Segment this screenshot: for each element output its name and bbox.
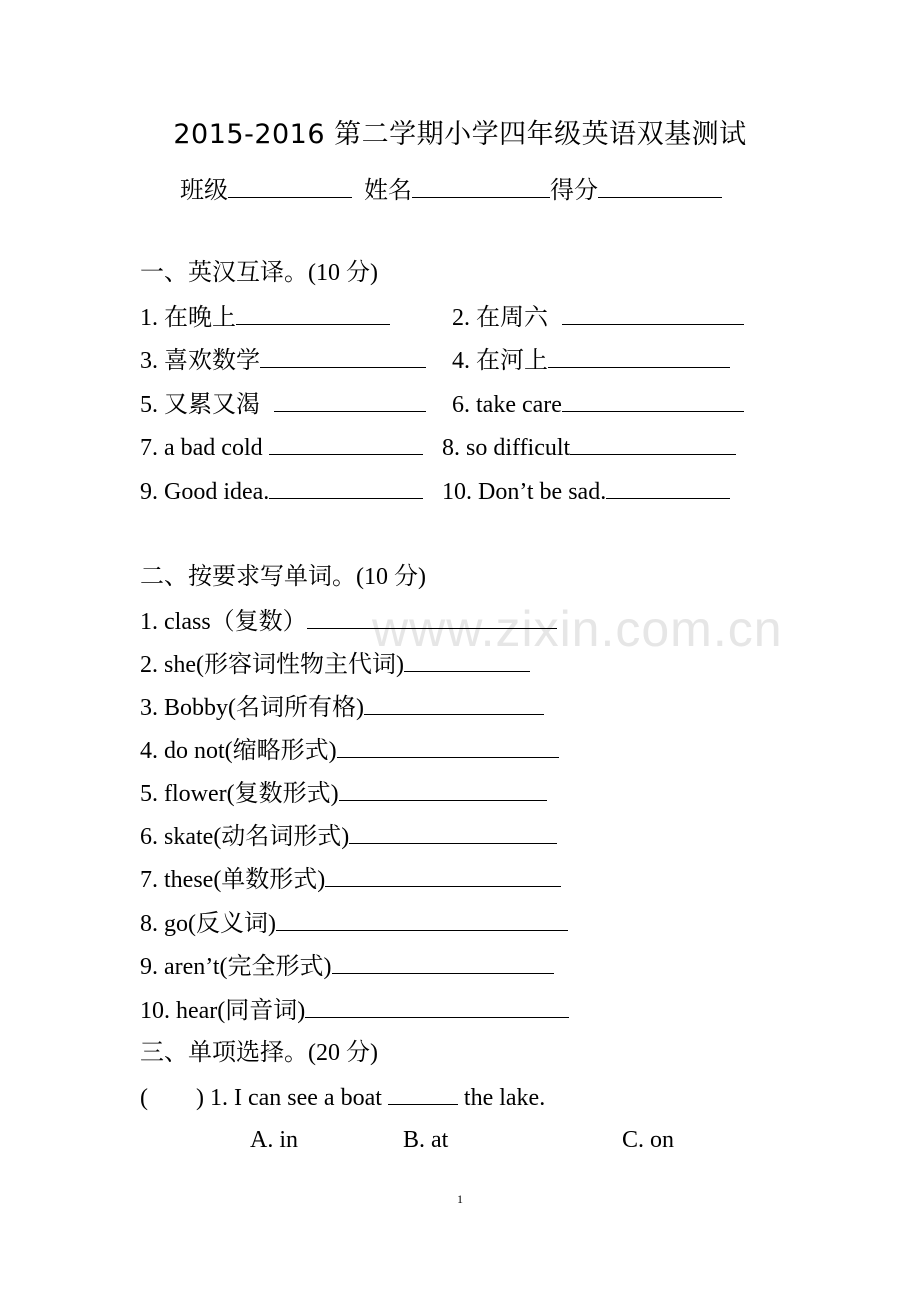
answer-paren[interactable]: ( ) [140,1085,204,1111]
page-number: 1 [457,1192,463,1206]
option-c[interactable]: C. on [622,1127,675,1153]
word-form-item: 5. flower(复数形式) [140,778,547,809]
translation-item: 10. Don’t be sad. [442,476,730,507]
translation-item: 1. 在晚上 [140,302,390,333]
translation-item: 8. so difficult [442,432,736,463]
question-text-end: the lake. [463,1085,546,1111]
question-blank [388,1082,458,1105]
translation-item: 6. take care [452,389,744,420]
word-form-item: 10. hear(同音词) [140,995,569,1026]
class-blank[interactable] [228,175,352,198]
word-form-item: 2. she(形容词性物主代词) [140,649,530,680]
score-blank[interactable] [598,175,722,198]
option-a[interactable]: A. in [250,1127,298,1153]
translation-item: 7. a bad cold [140,432,423,463]
option-b[interactable]: B. at [403,1127,449,1153]
class-label: 班级 [180,178,228,204]
word-form-item: 8. go(反义词) [140,908,568,939]
watermark: www.zixin.com.cn [372,601,783,657]
section3-heading: 三、单项选择。(20 分) [140,1040,378,1066]
translation-item: 9. Good idea. [140,476,423,507]
section2-heading: 二、按要求写单词。(10 分) [140,564,426,590]
word-form-item: 1. class（复数） [140,606,557,637]
translation-item: 5. 又累又渴 [140,389,426,420]
word-form-item: 9. aren’t(完全形式) [140,951,554,982]
page-title: 2015-2016 第二学期小学四年级英语双基测试 [173,119,747,150]
student-info-row [180,170,722,205]
section1-heading: 一、英汉互译。(10 分) [140,260,378,286]
name-label: 姓名 [364,178,412,204]
word-form-item: 4. do not(缩略形式) [140,735,559,766]
word-form-item: 3. Bobby(名词所有格) [140,692,544,723]
translation-item: 4. 在河上 [452,345,730,376]
translation-item: 3. 喜欢数学 [140,345,426,376]
score-label: 得分 [550,178,598,204]
word-form-item: 6. skate(动名词形式) [140,821,557,852]
question-text: 1. I can see a boat [209,1085,382,1111]
word-form-item: 7. these(单数形式) [140,864,561,895]
choice-question [140,1082,545,1113]
translation-item: 2. 在周六 [452,302,744,333]
name-blank[interactable] [412,175,550,198]
